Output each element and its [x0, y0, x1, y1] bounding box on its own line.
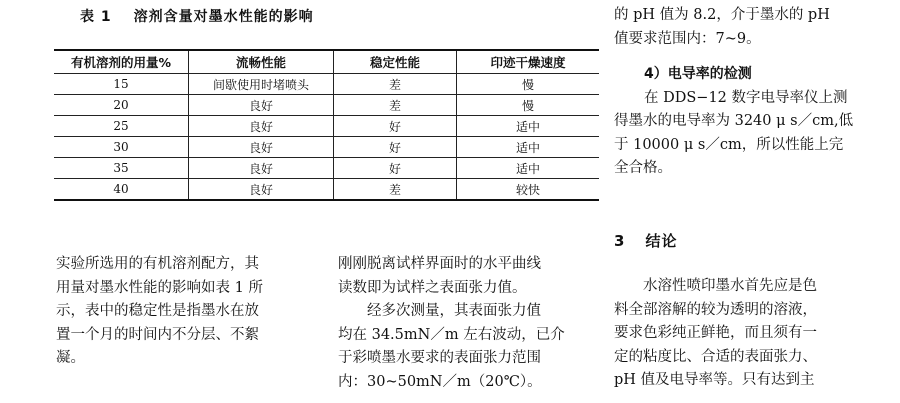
- text-line: pH 值及电导率等。只有达到主: [614, 372, 815, 388]
- table-row: [54, 158, 599, 179]
- text-line: 用量对墨水性能的影响如表 1 所: [56, 279, 263, 296]
- text-line: 的 pH 值为 8.2，介于墨水的 pH: [614, 7, 830, 23]
- table-cell: 20: [54, 95, 189, 116]
- section-title: 结论: [645, 232, 678, 250]
- table-header-row: [54, 50, 599, 74]
- text-line: 凝。: [56, 350, 85, 366]
- text-line: 要求色彩纯正鲜艳，而且须有一: [614, 325, 817, 341]
- text-line: 经多次测量，其表面张力值: [367, 303, 541, 319]
- table-cell: 慢: [457, 95, 600, 116]
- section-heading: [614, 230, 677, 251]
- paragraph-table-explanation: [56, 253, 302, 371]
- table-title: 溶剂含量对墨水性能的影响: [133, 9, 314, 25]
- table-cell: 良好: [189, 116, 334, 137]
- text-line: 定的粘度比、合适的表面张力、: [614, 348, 817, 365]
- text-line: 读数即为试样之表面张力值。: [338, 279, 527, 296]
- text-line: 刚刚脱离试样界面时的水平曲线: [338, 256, 541, 272]
- table-cell: 差: [334, 74, 457, 95]
- text-line: 示，表中的稳定性是指墨水在放: [56, 303, 259, 319]
- text-line: 于彩喷墨水要求的表面张力范围: [338, 350, 541, 366]
- table-cell: 慢: [457, 74, 600, 95]
- text-line: 于 10000 μ s／cm，所以性能上完: [614, 136, 844, 153]
- table-number: 表 1: [80, 9, 112, 25]
- table-cell: 良好: [189, 95, 334, 116]
- table-cell: 良好: [189, 179, 334, 201]
- subsection-heading: 4）电导率的检测: [644, 66, 752, 82]
- table-cell: 35: [54, 158, 189, 179]
- table-cell: 间歇使用时堵喷头: [189, 74, 334, 95]
- table-row: [54, 95, 599, 116]
- table-cell: 较快: [457, 179, 600, 201]
- text-line: 实验所选用的有机溶剂配方，其: [56, 256, 259, 272]
- table-cell: 40: [54, 179, 189, 201]
- table-row: [54, 74, 599, 95]
- text-line: 得墨水的电导率为 3240 μ s／cm,低: [614, 113, 854, 129]
- table-cell: 适中: [457, 116, 600, 137]
- paragraph-surface-tension: [338, 253, 582, 394]
- table-row: [54, 179, 599, 201]
- header-stability: 稳定性能: [334, 50, 457, 74]
- text-line: 全合格。: [614, 160, 672, 176]
- table-cell: 良好: [189, 158, 334, 179]
- table-caption: [80, 6, 314, 26]
- table-cell: 好: [334, 116, 457, 137]
- table-cell: 差: [334, 95, 457, 116]
- text-line: 料全部溶解的较为透明的溶液，: [614, 301, 817, 318]
- text-line: 在 DDS−12 数字电导率仪上测: [644, 89, 848, 106]
- text-line: 内：30~50mN／m（20℃）。: [338, 373, 542, 390]
- header-fluency: 流畅性能: [189, 50, 334, 74]
- table-cell: 30: [54, 137, 189, 158]
- text-line: 水溶性喷印墨水首先应是色: [643, 278, 817, 294]
- table-cell: 适中: [457, 137, 600, 158]
- table-cell: 好: [334, 137, 457, 158]
- paragraph-ph-conductivity: [614, 4, 864, 181]
- header-solvent-amount: 有机溶剂的用量%: [54, 50, 189, 74]
- text-line: 值要求范围内：7~9。: [614, 30, 761, 47]
- table-row: [54, 137, 599, 158]
- table-cell: 15: [54, 74, 189, 95]
- table-cell: 适中: [457, 158, 600, 179]
- table-cell: 差: [334, 179, 457, 201]
- table-cell: 好: [334, 158, 457, 179]
- paragraph-conclusion: [614, 275, 864, 393]
- table-cell: 良好: [189, 137, 334, 158]
- text-line: 均在 34.5mN／m 左右波动，已介: [338, 326, 565, 343]
- solvent-effect-table: [54, 49, 599, 201]
- section-number: 3: [614, 232, 626, 250]
- text-line: 置一个月的时间内不分层、不絮: [56, 326, 259, 343]
- header-drying-speed: 印迹干燥速度: [457, 50, 600, 74]
- table-cell: 25: [54, 116, 189, 137]
- table-row: [54, 116, 599, 137]
